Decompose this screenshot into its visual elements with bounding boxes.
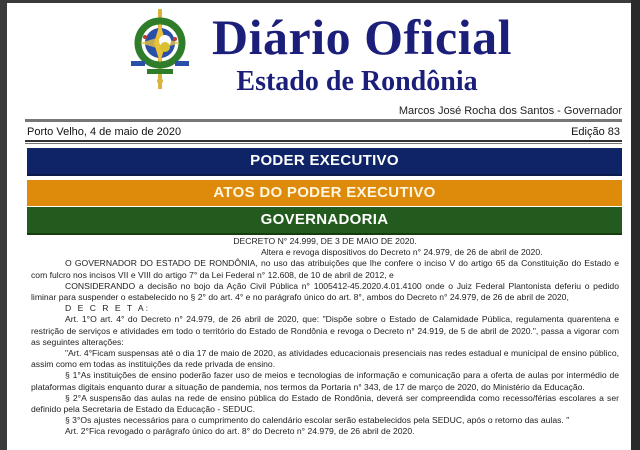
- header-divider: [25, 119, 622, 122]
- decree-paragraph-2: § 2°A suspensão das aulas na rede de ensino pública do Estado de Rondônia, deverá ser compreendida como recesso/férias escolares a ser definido pela Secretaria de Estado da Educação - SEDUC.: [31, 392, 619, 415]
- edition-number: Edição 83: [571, 126, 620, 138]
- decree-body: [31, 236, 619, 438]
- coat-of-arms-icon: [127, 9, 193, 89]
- decree-article-4: "Art. 4°Ficam suspensas até o dia 17 de maio de 2020, as atividades educacionais presenciais nas redes estadual e municipal de ensino público, assim como em todas as instituições da rede privada de ensino.: [31, 348, 619, 370]
- dateline: [25, 125, 622, 139]
- dateline-divider-thin: [25, 143, 622, 144]
- decree-article-2: Art. 2°Fica revogado o parágrafo único do art. 8° do Decreto n° 24.979, de 26 abril de 2020.: [65, 426, 415, 437]
- decree-paragraph-1: § 1°As instituições de ensino poderão fazer uso de meios e tecnologias de informação e comunicação para a oferta de aulas por intermédio de plataformas digitais enquanto durar a situação de pandemia, nos termos da Portaria n° 343, de 17 de março de 2020, do Ministério da Educação.: [31, 370, 619, 392]
- section-band-poder-executivo: PODER EXECUTIVO: [27, 148, 622, 176]
- decree-heading: DECRETO N° 24.999, DE 3 DE MAIO DE 2020.: [233, 236, 417, 246]
- decree-decreta: D E C R E T A:: [65, 303, 150, 314]
- decree-paragraph: O GOVERNADOR DO ESTADO DE RONDÔNIA, no uso das atribuições que lhe confere o inciso V do artigo 65 da Constituição do Estado e com fulcro nos incisos VII e VIII do artigo 7° da Lei Federal n° 12.608, de 10 de abril de 2012, e: [31, 258, 619, 280]
- document-page: [7, 3, 631, 450]
- viewer-edge: [631, 0, 640, 450]
- place-date: Porto Velho, 4 de maio de 2020: [27, 126, 182, 138]
- newspaper-title: Diário Oficial: [212, 9, 512, 65]
- decree-summary: Altera e revoga dispositivos do Decreto n° 24.979, de 26 de abril de 2020.: [261, 247, 543, 258]
- governor-name: Marcos José Rocha dos Santos - Governador: [398, 105, 622, 117]
- section-band-governadoria: GOVERNADORIA: [27, 207, 622, 235]
- state-subtitle: Estado de Rondônia: [236, 66, 478, 97]
- decree-paragraph-3: § 3°Os ajustes necessários para o cumprimento do calendário escolar serão estabelecidos pela SEDUC, após o retorno das aulas. ": [65, 415, 570, 426]
- section-band-atos: ATOS DO PODER EXECUTIVO: [27, 180, 622, 206]
- decree-paragraph: CONSIDERANDO a decisão no bojo da Ação Civil Pública n° 1005412-45.2020.4.01.4100 onde o Juiz Federal Plantonista deferiu o pedido liminar para suspender o estabelecido no § 2° do art. 4° e no parágrafo único do art. 8°, ambos do Decreto n° 24.979, de 26 de abril de 2020,: [31, 280, 619, 303]
- dateline-divider: [25, 140, 622, 142]
- decree-article-1: Art. 1°O art. 4° do Decreto n° 24.979, de 26 abril de 2020, que: "Dispõe sobre o Estado de Calamidade Pública, regulamenta quarentena e restrição de serviços e atividades em todo o território do Estado de Rondônia e revoga o Decreto n° 24.919, de 5 de abril de 2020.", passa a vigorar com as seguintes alterações:: [31, 314, 619, 347]
